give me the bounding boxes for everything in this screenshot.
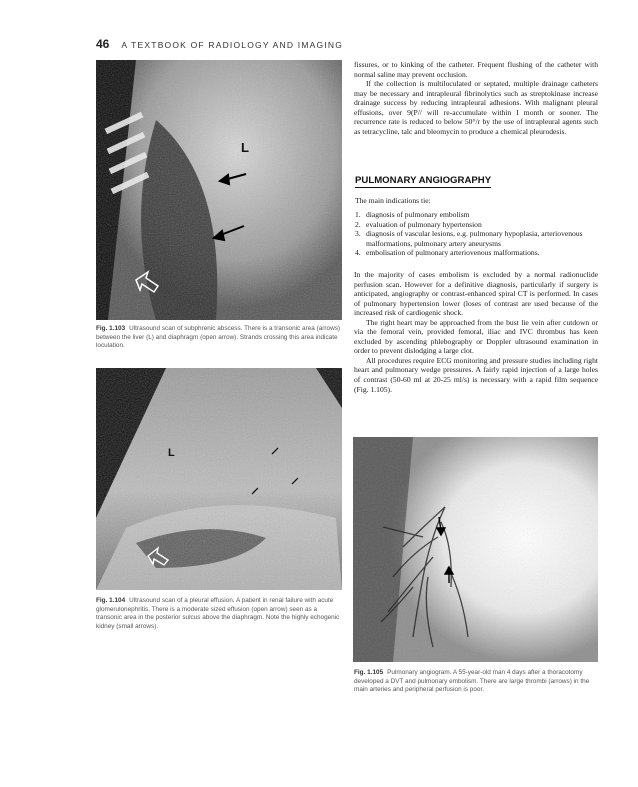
figure-1-103-image: [96, 60, 342, 320]
figure-label: Fig. 1.104: [96, 597, 126, 604]
caption-text: Pulmonary angiogram. A 55-year-old man 4 days after a thoracotomy developed a DVT and pulmonary embolism. There are large thrombi (arrows) in the main arteries and peripheral perfusion is poor.: [354, 669, 590, 694]
figure-1-104-image: [96, 368, 342, 590]
figure-1-104-caption: [96, 597, 344, 631]
liver-label: L: [241, 140, 249, 155]
body-text-top: [354, 60, 598, 136]
list-number: 2.: [355, 219, 361, 229]
list-number: 3.: [355, 229, 361, 239]
list-text: diagnosis of pulmonary embolism: [366, 210, 470, 219]
figure-label: Fig. 1.103: [96, 325, 126, 332]
page-number: 46: [96, 37, 110, 51]
paragraph: If the collection is multiloculated or septated, multiple drainage catheters may be necessary and intrapleural fibrinolytics such as streptokinase increase drainage success by reducing intrapleural adhesions. With malignant pleural effusions, over 9(P// will re-accumulate within I month or sooner. The recurrence rate is reduced to below 50°/r by the use of intrapleural agents such as tetracycline, talc and bleomycin to produce a chemical pleurodesis.: [354, 79, 598, 136]
indications-intro: The main indications tie:: [355, 196, 431, 205]
list-number: 1.: [355, 210, 361, 219]
paragraph: The right heart may be approached from the bust lie vein after cutdown or via the femoral vein, provided femoral, iliac and IVC thrombus has keen excluded by ascending phlebography or Doppler ultrasound examination in order to prevent dislodging a large clot.: [354, 317, 598, 356]
liver-label: L: [168, 447, 175, 459]
list-item: [355, 229, 599, 248]
list-text: evaluation of pulmonary hypertension: [366, 219, 482, 229]
list-item: [355, 248, 599, 258]
list-item: [355, 220, 599, 230]
body-text-bottom: [354, 270, 598, 394]
book-title: A TEXTBOOK OF RADIOLOGY AND IMAGING: [121, 40, 344, 50]
caption-text: Ultrasound scan of a pleural effusion. A patient in renal failure with acute glomerulonephritis. There is a moderate sized effusion (open arrow) seen as a transonic area in the posterior sulcus above the diaphragm. Note the highly echogenic kidney (small arrows).: [96, 597, 340, 630]
figure-1-103-caption: [96, 325, 344, 351]
paragraph: All procedures require ECG monitoring and pressure studies including right heart and pulmonary wedge pressures. A fairly rapid injection of a large holes of contrast (50-60 ml at 20-25 ml/s) is necessary with a rapid film sequence (Fig. 1.105).: [354, 355, 598, 394]
list-number: 4.: [355, 248, 361, 258]
paragraph: In the majority of cases embolism is excluded by a normal radionuclide perfusion scan. However for a definitive diagnosis, particularly if surgery is anticipated, angiography or contrast-enhanced spiral CT is performed. In cases of pulmonary hypertension lower (loses of contrast are used because of the increased risk of cardiogenic shock.: [354, 270, 598, 318]
section-heading: PULMONARY ANGIOGRAPHY: [355, 175, 492, 186]
list-text: diagnosis of vascular lesions, e.g. pulmonary hypoplasia, arteriovenous malformations, pulmonary artery aneurysms: [366, 229, 583, 248]
figure-1-105-image: [353, 437, 598, 662]
caption-text: Ultrasound scan of subphrenic abscess. There is a transonic area (arrows) between the liver (L) and diaphragm (open arrow). Strands crossing this area indicate loculation.: [96, 325, 341, 350]
indication-list: [355, 210, 599, 258]
list-item: [355, 210, 599, 220]
running-head: [96, 37, 343, 51]
list-text: embolisation of pulmonary arteriovenous malformations.: [366, 248, 540, 258]
figure-1-105-caption: [354, 669, 598, 695]
paragraph: fissures, or to kinking of the catheter. Frequent flushing of the catheter with normal saline may prevent occlusion.: [354, 60, 598, 79]
figure-label: Fig. 1.105: [354, 669, 384, 676]
